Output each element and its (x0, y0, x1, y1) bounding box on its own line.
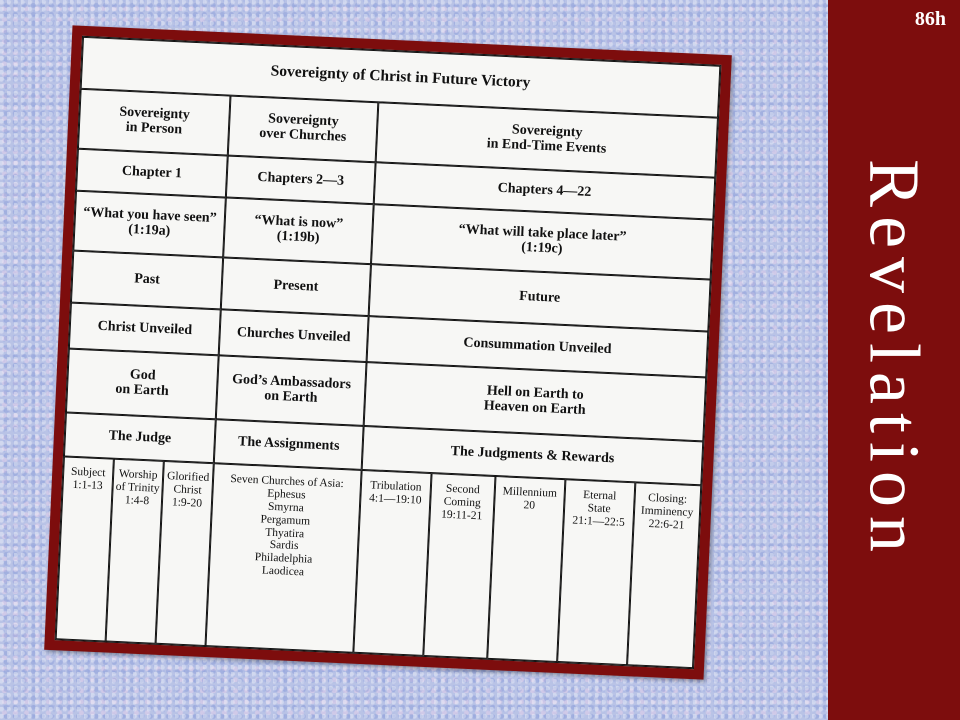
cell-row6-col3: Hell on Earth to Heaven on Earth (364, 362, 707, 441)
cell-row1-col3: Sovereignty in End-Time Events (376, 102, 718, 177)
cell-row2-col3: Chapters 4—22 (374, 162, 716, 219)
outline-glorified-christ: Glorified Christ 1:9-20 (156, 461, 214, 646)
cell-row7-col3: The Judgments & Rewards (362, 426, 704, 485)
cell-row5-col1: Christ Unveiled (69, 303, 221, 356)
cell-row5-col3: Consummation Unveiled (367, 316, 709, 377)
cell-row3-col1: “What you have seen” (1:19a) (73, 191, 226, 258)
cell-row6-col1: God on Earth (66, 349, 219, 420)
cell-row6-col2: God’s Ambassadors on Earth (216, 355, 367, 426)
cell-row1-col2: Sovereignty over Churches (228, 96, 379, 163)
outline-worship: Worship of Trinity 1:4-8 (106, 459, 164, 644)
chart-frame (44, 25, 732, 679)
chart-title: Sovereignty of Christ in Future Victory (81, 37, 721, 118)
outline-subject: Subject 1:1-13 (56, 456, 114, 641)
outline-seven-churches: Seven Churches of Asia: Ephesus Smyrna Pergamum Thyatira Sardis Philadelphia Laodicea (205, 463, 361, 653)
vertical-title: Revelation (854, 159, 935, 561)
slide-number: 86h (914, 8, 946, 30)
cell-row4-col2: Present (221, 257, 371, 316)
title-sidebar (828, 0, 960, 720)
cell-row5-col2: Churches Unveiled (219, 309, 369, 362)
cell-row7-col1: The Judge (64, 412, 216, 463)
cell-row2-col2: Chapters 2—3 (226, 156, 376, 205)
outline-eternal-state: Eternal State 21:1—22:5 (557, 479, 635, 665)
cell-row4-col3: Future (369, 264, 711, 331)
cell-row4-col1: Past (71, 251, 223, 310)
cell-row1-col1: Sovereignty in Person (78, 89, 231, 156)
outline-millennium: Millennium 20 (487, 476, 565, 662)
cell-row7-col2: The Assignments (214, 419, 364, 470)
cell-row3-col3: “What will take place later” (1:19c) (371, 204, 713, 279)
outline-closing: Closing: Imminency 22:6-21 (627, 482, 701, 668)
outline-chart (55, 36, 722, 669)
outline-second-coming: Second Coming 19:11-21 (423, 473, 495, 659)
outline-tribulation: Tribulation 4:1—19:10 (353, 470, 431, 656)
cell-row3-col2: “What is now” (1:19b) (223, 197, 374, 264)
cell-row2-col1: Chapter 1 (76, 149, 228, 198)
